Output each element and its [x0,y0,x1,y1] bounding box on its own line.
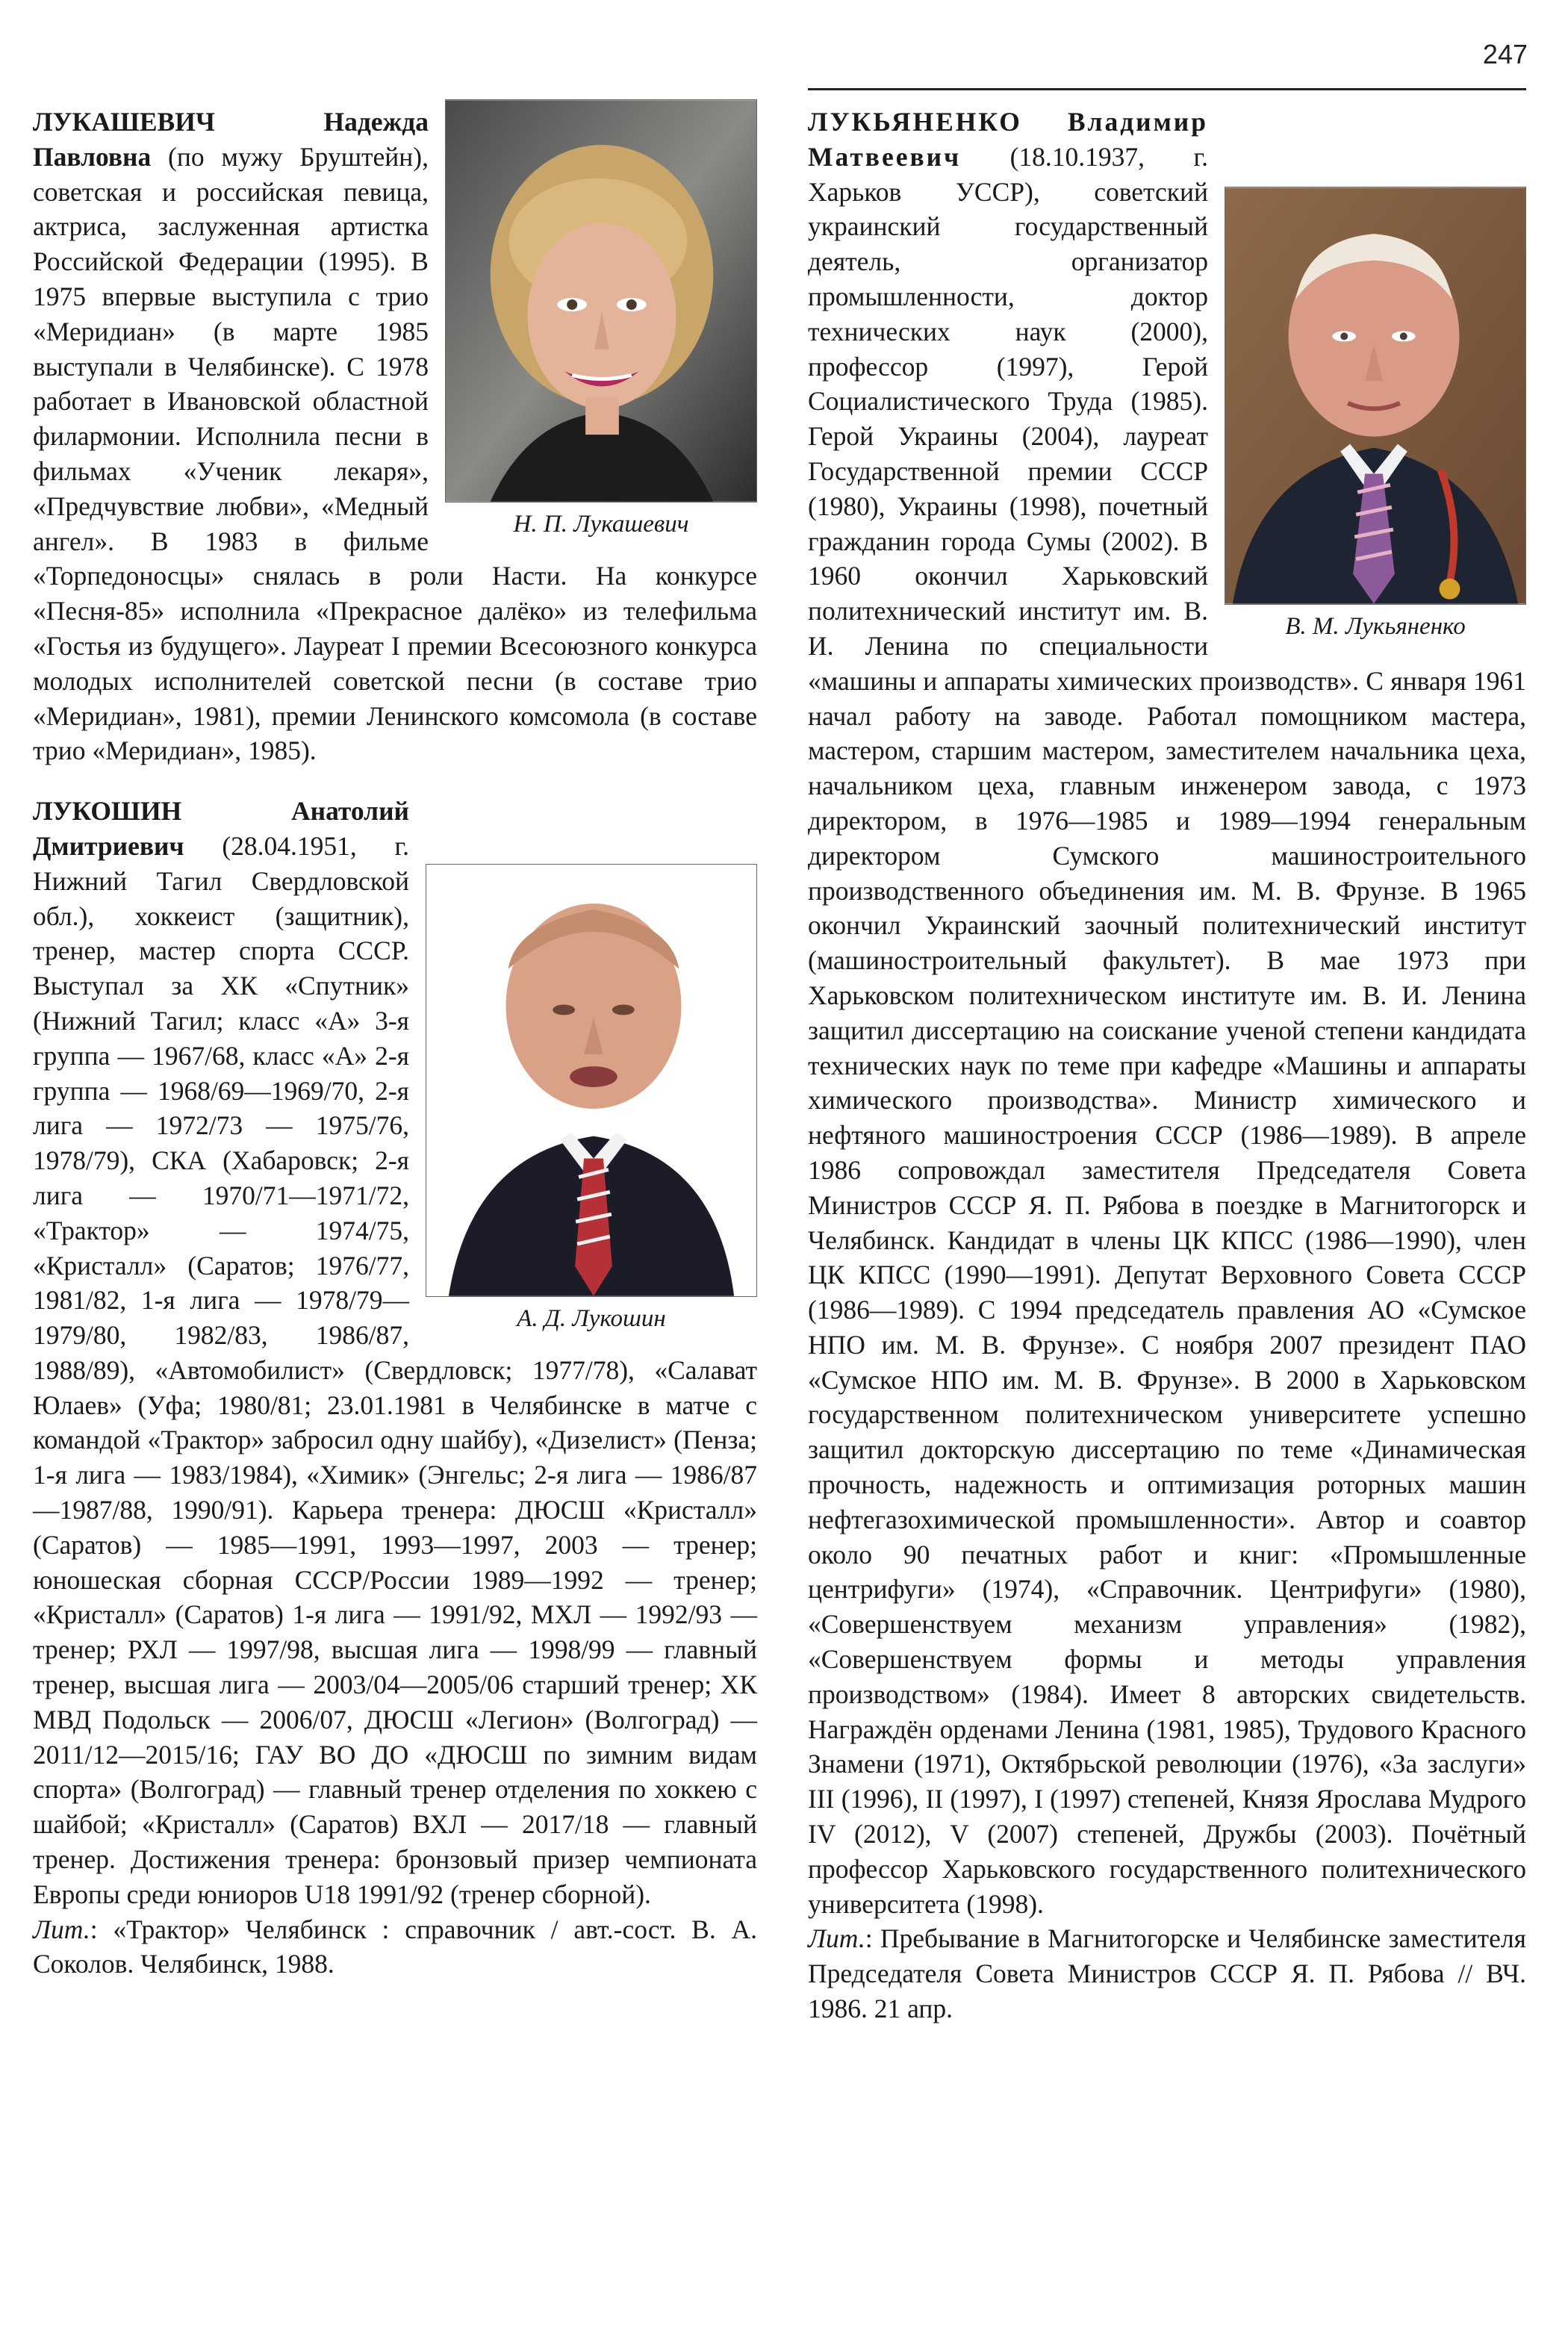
figure-lukyanenko [1225,187,1526,644]
caption-lukoshin: А. Д. Лукошин [517,1305,666,1333]
page-number: 247 [1482,39,1528,69]
right-column [808,105,1526,2052]
entry-lukyanenko-surname: ЛУКЬЯНЕНКО [808,107,1022,137]
caption-lukyanenko: В. М. Лукьяненко [1285,613,1466,640]
entry-lukoshin-surname: ЛУКОШИН [33,796,182,827]
entry-lukyanenko-lit-label: Лит. [808,1923,865,1954]
entry-lukyanenko-body: (18.10.1937, г. Харьков УССР), советский украинский государственный деятель, организатор промышленности, доктор технических наук (2000), профессор (1997), Герой Социалистического Труда (1985). Герой Украины (2004), лауреат Государственной премии СССР (1980), Украины (1998), почетный гражданин города Сумы (2002). В 1960 окончил Харьковский политехнический институт им. В. И. Ленина по специальности «машины и аппараты химических производств». С января 1961 начал работу на заводе. Работал помощником мастера, мастером, старшим мастером, заместителем начальника цеха, начальником цеха, главным инженером завода, с 1973 директором, в 1976—1985 и 1989—1994 генеральным директором Сумского машиностроительного производственного объединения им. М. В. Фрунзе. В 1965 окончил Украинский заочный политехнический институт (машиностроительный факультет). В мае 1973 при Харьковском политехническом институте им. В. И. Ленина защитил диссертацию на соискание ученой степени кандидата технических наук по теме при кафедре «Машины и аппараты химического производства». Министр химического и нефтяного машиностроения СССР (1986—1989). В апреле 1986 сопровождал заместителя Председателя Совета Министров СССР Я. П. Рябова в поездке в Магнитогорск и Челябинск. Кандидат в члены ЦК КПСС (1986—1990), член ЦК КПСС (1990—1991). Депутат Верховного Совета СССР (1986—1989). С 1994 председатель правления АО «Сумское НПО им. М. В. Фрунзе». С ноября 2007 президент ПАО «Сумское НПО им. М. В. Фрунзе». В 2000 в Харьковском государственном политехническом университете успешно защитил докторскую диссертацию по теме «Динамическая прочность, надежность и оптимизация роторных машин нефтегазохимической промышленности». Автор и соавтор около 90 печатных работ и книг: «Промышленные центрифуги» (1974), «Справочник. Центрифуги» (1980), «Совершенствуем механизм управления» (1982), «Совершенствуем формы и методы управления производством» (1984). Имеет 8 авторских свидетельств. Награждён орденами Ленина (1981, 1985), Трудового Красного Знамени (1971), Октябрьской революции (1976), «За заслуги» III (1996), II (1997), I (1997) степеней, Князя Ярослава Мудрого IV (2012), V (2007) степеней, Дружбы (2003). Почётный профессор Харьковского государственного политехнического университета (1998). [808,141,1526,1919]
figure-lukashevich [445,99,757,541]
portrait-lukyanenko [1225,187,1526,605]
entry-lukyanenko-given-names: Владимир Матвеевич [808,107,1208,172]
entry-lukashevich-surname: ЛУКАШЕВИЧ [33,107,215,137]
entry-lukashevich-body: (по мужу Бруштейн), советская и российская певица, актриса, заслуженная артистка Российской Федерации (1995). В 1975 впервые выступила с трио «Меридиан» (в марте 1985 выступали в Челябинске). С 1978 работает в Ивановской областной филармонии. Исполнила песни в фильмах «Ученик лекаря», «Предчувствие любви», «Медный ангел». В 1983 в фильме «Торпедоносцы» снялась в роли Насти. На конкурсе «Песня-85» исполнила «Прекрасное далёко» из телефильма «Гостья из будущего». Лауреат I премии Всесоюзного конкурса молодых исполнителей советской песни (в составе трио «Меридиан», 1981), премии Ленинского комсомола (в составе трио «Меридиан», 1985). [33,141,757,766]
entry-lukyanenko [808,105,1526,2026]
portrait-lukashevich [445,99,757,503]
entry-lukoshin-given-names: Анатолий Дмитриевич [33,796,409,861]
caption-lukashevich: Н. П. Лукашевич [513,511,689,538]
figure-lukoshin [426,864,757,1336]
entry-lukoshin [33,794,757,1982]
entry-lukoshin-literature [33,1912,757,1982]
entry-lukashevich-given-names: Надежда Павловна [33,107,429,172]
entry-lukoshin-lit-text: : «Трактор» Челябинск : справочник / авт.-сост. В. А. Соколов. Челябинск, 1988. [33,1914,757,1979]
header-rule [808,88,1526,90]
entry-lukoshin-lit-label: Лит. [33,1914,90,1944]
entry-lukoshin-body: (28.04.1951, г. Нижний Тагил Свердловской обл.), хоккеист (защитник), тренер, мастер спорта СССР. Выступал за ХК «Спутник» (Нижний Тагил; класс «А» 3-я группа — 1967/68, класс «А» 2-я группа — 1968/69—1969/70, 2-я лига — 1972/73 — 1975/76, 1978/79), СКА (Хабаровск; 2-я лига — 1970/71—1971/72, «Трактор» — 1974/75, «Кристалл» (Саратов; 1976/77, 1981/82, 1-я лига — 1978/79—1979/80, 1982/83, 1986/87, 1988/89), «Автомобилист» (Свердловск; 1977/78), «Салават Юлаев» (Уфа; 1980/81; 23.01.1981 в Челябинске в матче с командой «Трактор» забросил одну шайбу), «Дизелист» (Пенза; 1-я лига — 1983/1984), «Химик» (Энгельс; 2-я лига — 1986/87—1987/88, 1990/91). Карьера тренера: ДЮСШ «Кристалл» (Саратов) — 1985—1991, 1993—1997, 2003 — тренер; юношеская сборная СССР/России 1989—1992 — тренер; «Кристалл» (Саратов) 1-я лига — 1991/92, МХЛ — 1992/93 — тренер; РХЛ — 1997/98, высшая лига — 1998/99 — главный тренер, высшая лига — 2003/04—2005/06 старший тренер; ХК МВД Подольск — 2006/07, ДЮСШ «Легион» (Волгоград) — 2011/12—2015/16; ГАУ ВО ДО «ДЮСШ по зимним видам спорта» (Волгоград) — главный тренер отделения по хоккею с шайбой; «Кристалл» (Саратов) ВХЛ — 2017/18 — главный тренер. Достижения тренера: бронзовый призер чемпионата Европы среди юниоров U18 1991/92 (тренер сборной). [33,830,757,1909]
entry-lukashevich [33,105,757,768]
left-column [33,105,757,2007]
entry-lukyanenko-lit-text: : Пребывание в Магнитогорске и Челябинске заместителя Председателя Совета Министров СССР Я. П. Рябова // ВЧ. 1986. 21 апр. [808,1923,1526,2024]
portrait-lukoshin [426,864,757,1297]
entry-lukyanenko-literature [808,1921,1526,2026]
